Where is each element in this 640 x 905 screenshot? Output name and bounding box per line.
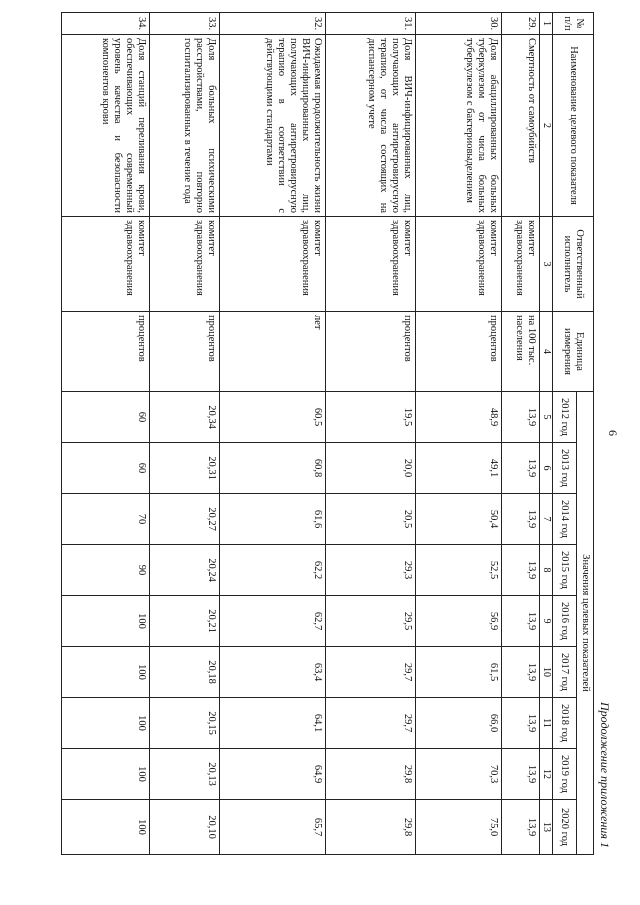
indicator-value: 20,34 bbox=[150, 392, 220, 443]
column-number: 2 bbox=[540, 35, 553, 217]
indicator-value: 13,9 bbox=[502, 749, 540, 800]
column-number: 13 bbox=[540, 800, 553, 855]
column-number: 1 bbox=[540, 13, 553, 35]
indicator-value: 29,3 bbox=[326, 545, 416, 596]
indicator-value: 13,9 bbox=[502, 596, 540, 647]
column-number: 10 bbox=[540, 647, 553, 698]
indicator-value: 64,1 bbox=[220, 698, 326, 749]
indicator-value: 70,3 bbox=[416, 749, 502, 800]
table-row bbox=[326, 13, 416, 855]
unit-of-measure: на 100 тыс. населения bbox=[502, 312, 540, 392]
indicator-value: 61,6 bbox=[220, 494, 326, 545]
table-row bbox=[62, 13, 150, 855]
header-values-group: Значения целевых показателей bbox=[576, 392, 593, 855]
indicator-value: 60 bbox=[62, 443, 150, 494]
responsible-executor: комитет здравоохранения bbox=[62, 217, 150, 312]
header-year: 2020 год bbox=[552, 800, 576, 855]
indicator-value: 19,5 bbox=[326, 392, 416, 443]
indicators-table bbox=[61, 12, 594, 855]
table-row bbox=[220, 13, 326, 855]
header-name: Наименование целевого показателя bbox=[552, 35, 593, 217]
rotated-page bbox=[88, 12, 628, 854]
header-unit: Единица измерения bbox=[552, 312, 593, 392]
indicator-value: 56,9 bbox=[416, 596, 502, 647]
responsible-executor: комитет здравоохранения bbox=[220, 217, 326, 312]
indicator-value: 29,7 bbox=[326, 647, 416, 698]
indicator-name: Доля станций переливания крови, обеспечивающих современный уровень качества и безопасности компонентов крови bbox=[62, 35, 150, 217]
row-number: 32. bbox=[220, 13, 326, 35]
indicator-value: 60,5 bbox=[220, 392, 326, 443]
column-number: 12 bbox=[540, 749, 553, 800]
unit-of-measure: процентов bbox=[150, 312, 220, 392]
unit-of-measure: процентов bbox=[326, 312, 416, 392]
responsible-executor: комитет здравоохранения bbox=[150, 217, 220, 312]
indicator-name: Ожидаемая продолжительность жизни ВИЧ-инфицированных лиц, получающих антиретровирусную терапию в соответствии с действующими стандартами bbox=[220, 35, 326, 217]
unit-of-measure: лет bbox=[220, 312, 326, 392]
header-year: 2016 год bbox=[552, 596, 576, 647]
indicator-value: 20,13 bbox=[150, 749, 220, 800]
table-row bbox=[416, 13, 502, 855]
row-number: 29. bbox=[502, 13, 540, 35]
header-num: № п/п bbox=[552, 13, 593, 35]
indicator-value: 20,24 bbox=[150, 545, 220, 596]
column-number: 7 bbox=[540, 494, 553, 545]
indicator-value: 13,9 bbox=[502, 698, 540, 749]
indicator-value: 100 bbox=[62, 749, 150, 800]
page-number: 6 bbox=[606, 430, 620, 436]
indicator-value: 60 bbox=[62, 392, 150, 443]
unit-of-measure: процентов bbox=[416, 312, 502, 392]
indicator-value: 75,0 bbox=[416, 800, 502, 855]
indicator-value: 20,18 bbox=[150, 647, 220, 698]
responsible-executor: комитет здравоохранения bbox=[416, 217, 502, 312]
indicator-name: Доля больных психическими расстройствами, повторно госпитализированных в течение года bbox=[150, 35, 220, 217]
indicator-value: 20,0 bbox=[326, 443, 416, 494]
indicator-value: 62,7 bbox=[220, 596, 326, 647]
indicator-name: Смертность от самоубийств bbox=[502, 35, 540, 217]
indicator-value: 70 bbox=[62, 494, 150, 545]
indicator-value: 29,8 bbox=[326, 749, 416, 800]
indicator-value: 29,7 bbox=[326, 698, 416, 749]
indicator-value: 100 bbox=[62, 800, 150, 855]
table-body bbox=[62, 13, 540, 855]
indicator-value: 20,15 bbox=[150, 698, 220, 749]
indicator-value: 20,5 bbox=[326, 494, 416, 545]
header-year: 2013 год bbox=[552, 443, 576, 494]
indicator-value: 13,9 bbox=[502, 494, 540, 545]
indicator-value: 52,5 bbox=[416, 545, 502, 596]
responsible-executor: комитет здравоохранения bbox=[502, 217, 540, 312]
indicator-value: 63,4 bbox=[220, 647, 326, 698]
column-number: 9 bbox=[540, 596, 553, 647]
indicator-value: 100 bbox=[62, 647, 150, 698]
indicator-value: 49,1 bbox=[416, 443, 502, 494]
indicator-value: 65,7 bbox=[220, 800, 326, 855]
indicator-value: 66,0 bbox=[416, 698, 502, 749]
indicator-value: 100 bbox=[62, 698, 150, 749]
indicator-value: 60,8 bbox=[220, 443, 326, 494]
appendix-label: Продолжение приложения 1 bbox=[598, 701, 612, 848]
header-year: 2017 год bbox=[552, 647, 576, 698]
indicator-value: 13,9 bbox=[502, 545, 540, 596]
header-responsible: Ответственный исполнитель bbox=[552, 217, 593, 312]
row-number: 33. bbox=[150, 13, 220, 35]
header-year: 2019 год bbox=[552, 749, 576, 800]
responsible-executor: комитет здравоохранения bbox=[326, 217, 416, 312]
indicator-value: 50,4 bbox=[416, 494, 502, 545]
indicator-value: 90 bbox=[62, 545, 150, 596]
column-number: 6 bbox=[540, 443, 553, 494]
indicator-value: 20,27 bbox=[150, 494, 220, 545]
indicator-value: 29,5 bbox=[326, 596, 416, 647]
indicator-name: Доля ВИЧ-инфицированных лиц, получающих антиретровирусную терапию, от числа состоящих на диспансерном учете bbox=[326, 35, 416, 217]
indicator-value: 64,9 bbox=[220, 749, 326, 800]
column-number: 3 bbox=[540, 217, 553, 312]
column-number: 8 bbox=[540, 545, 553, 596]
row-number: 34. bbox=[62, 13, 150, 35]
row-number: 31. bbox=[326, 13, 416, 35]
indicator-value: 20,31 bbox=[150, 443, 220, 494]
indicator-name: Доля абациллированных больных туберкулезом от числа больных туберкулезом с бактериовыделением bbox=[416, 35, 502, 217]
indicator-value: 62,2 bbox=[220, 545, 326, 596]
indicator-value: 20,10 bbox=[150, 800, 220, 855]
indicator-value: 13,9 bbox=[502, 443, 540, 494]
header-year: 2012 год bbox=[552, 392, 576, 443]
indicator-value: 48,9 bbox=[416, 392, 502, 443]
indicator-value: 20,21 bbox=[150, 596, 220, 647]
header-year: 2015 год bbox=[552, 545, 576, 596]
column-number: 5 bbox=[540, 392, 553, 443]
indicator-value: 29,8 bbox=[326, 800, 416, 855]
header-year: 2018 год bbox=[552, 698, 576, 749]
unit-of-measure: процентов bbox=[62, 312, 150, 392]
indicator-value: 13,9 bbox=[502, 392, 540, 443]
header-year: 2014 год bbox=[552, 494, 576, 545]
column-number: 11 bbox=[540, 698, 553, 749]
indicator-value: 13,9 bbox=[502, 647, 540, 698]
indicator-value: 13,9 bbox=[502, 800, 540, 855]
indicator-value: 100 bbox=[62, 596, 150, 647]
table-row bbox=[150, 13, 220, 855]
row-number: 30. bbox=[416, 13, 502, 35]
table-row bbox=[502, 13, 540, 855]
indicator-value: 61,5 bbox=[416, 647, 502, 698]
column-number: 4 bbox=[540, 312, 553, 392]
